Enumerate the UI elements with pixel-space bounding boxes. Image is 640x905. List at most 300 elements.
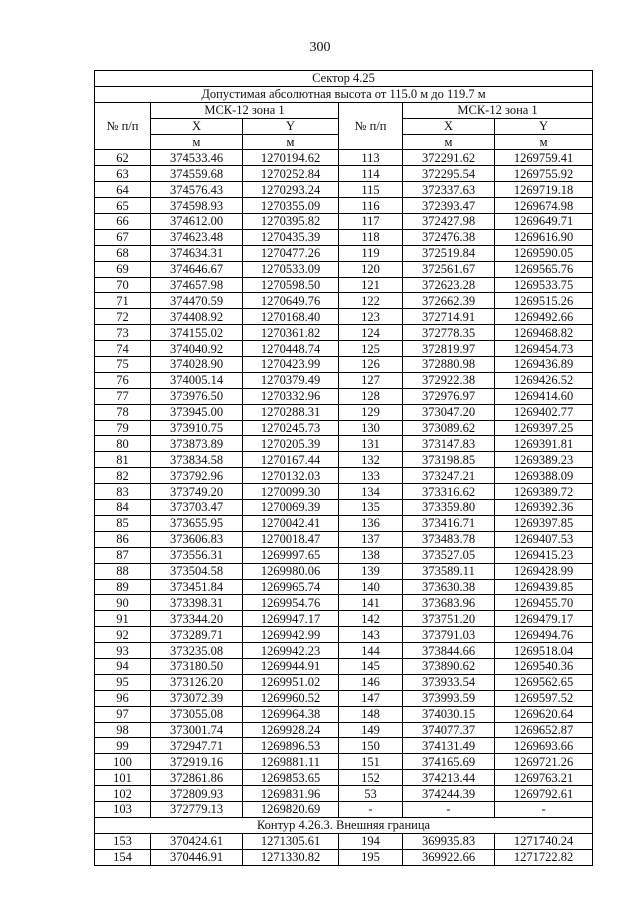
point-number: 115 [339, 182, 403, 198]
x-value: 374533.46 [151, 150, 243, 166]
point-number: 140 [339, 579, 403, 595]
y-value: 1270018.47 [243, 531, 339, 547]
x-value: 373483.78 [403, 531, 495, 547]
table-row [95, 309, 593, 325]
y-value: 1270132.03 [243, 468, 339, 484]
point-number: 77 [95, 388, 151, 404]
x-value: 369922.66 [403, 849, 495, 865]
y-value: 1269755.92 [495, 166, 593, 182]
y-value: 1269540.36 [495, 658, 593, 674]
point-number: 75 [95, 357, 151, 373]
y-value: 1270355.09 [243, 198, 339, 214]
table-row [95, 388, 593, 404]
x-value: 370424.61 [151, 833, 243, 849]
x-value: 373316.62 [403, 484, 495, 500]
point-number: 153 [95, 833, 151, 849]
x-value: - [403, 801, 495, 817]
x-value: 372947.71 [151, 738, 243, 754]
table-row [95, 579, 593, 595]
x-value: 373606.83 [151, 531, 243, 547]
table-row [95, 372, 593, 388]
point-number: 71 [95, 293, 151, 309]
y-value: 1269402.77 [495, 404, 593, 420]
x-value: 373791.03 [403, 627, 495, 643]
x-value: 373945.00 [151, 404, 243, 420]
y-value: 1269951.02 [243, 674, 339, 690]
table-row [95, 786, 593, 802]
table-row [95, 261, 593, 277]
height-limit-row [95, 86, 593, 102]
y-value: 1269721.26 [495, 754, 593, 770]
point-number: 81 [95, 452, 151, 468]
y-value: 1269942.23 [243, 643, 339, 659]
x-value: 373749.20 [151, 484, 243, 500]
x-value: 374634.31 [151, 245, 243, 261]
y-value: 1269980.06 [243, 563, 339, 579]
point-number: 87 [95, 547, 151, 563]
point-number: 116 [339, 198, 403, 214]
y-value: 1269960.52 [243, 690, 339, 706]
y-value: - [495, 801, 593, 817]
point-number: 79 [95, 420, 151, 436]
y-value: 1269719.18 [495, 182, 593, 198]
point-number: 154 [95, 849, 151, 865]
x-value: 373527.05 [403, 547, 495, 563]
y-value: 1270448.74 [243, 341, 339, 357]
y-value: 1269616.90 [495, 229, 593, 245]
x-value: 373655.95 [151, 515, 243, 531]
point-number: 133 [339, 468, 403, 484]
x-value: 374030.15 [403, 706, 495, 722]
y-value: 1270042.41 [243, 515, 339, 531]
point-number: 137 [339, 531, 403, 547]
point-number: 150 [339, 738, 403, 754]
point-number: 89 [95, 579, 151, 595]
table-row [95, 690, 593, 706]
x-value: 372623.28 [403, 277, 495, 293]
point-number: 117 [339, 214, 403, 230]
x-value: 373993.59 [403, 690, 495, 706]
x-value: 372714.91 [403, 309, 495, 325]
y-value: 1269620.64 [495, 706, 593, 722]
x-value: 373359.80 [403, 500, 495, 516]
point-number: 80 [95, 436, 151, 452]
point-number: 118 [339, 229, 403, 245]
y-value: 1269392.36 [495, 500, 593, 516]
point-number: 120 [339, 261, 403, 277]
y-value: 1269407.53 [495, 531, 593, 547]
y-value: 1270069.39 [243, 500, 339, 516]
point-number: 63 [95, 166, 151, 182]
y-value: 1269389.72 [495, 484, 593, 500]
x-value: 374028.90 [151, 357, 243, 373]
x-value: 373047.20 [403, 404, 495, 420]
y-value: 1269896.53 [243, 738, 339, 754]
x-value: 372919.16 [151, 754, 243, 770]
point-number: 136 [339, 515, 403, 531]
point-number: 78 [95, 404, 151, 420]
y-value: 1269881.11 [243, 754, 339, 770]
x-value: 373844.66 [403, 643, 495, 659]
table-row [95, 166, 593, 182]
point-number: 146 [339, 674, 403, 690]
x-value: 372561.67 [403, 261, 495, 277]
x-value: 372778.35 [403, 325, 495, 341]
point-number: 97 [95, 706, 151, 722]
point-number: 99 [95, 738, 151, 754]
point-number: 74 [95, 341, 151, 357]
y-value: 1269391.81 [495, 436, 593, 452]
y-value: 1270649.76 [243, 293, 339, 309]
point-number: 69 [95, 261, 151, 277]
point-number: 148 [339, 706, 403, 722]
point-number: 67 [95, 229, 151, 245]
x-value: 372337.63 [403, 182, 495, 198]
table-row [95, 404, 593, 420]
x-value: 374005.14 [151, 372, 243, 388]
x-value: 373556.31 [151, 547, 243, 563]
x-header-left: X [151, 118, 243, 134]
page-number: 300 [309, 40, 331, 55]
x-value: 373683.96 [403, 595, 495, 611]
table-row [95, 643, 593, 659]
point-number: 64 [95, 182, 151, 198]
y-value: 1269397.25 [495, 420, 593, 436]
point-number: - [339, 801, 403, 817]
y-value: 1269597.52 [495, 690, 593, 706]
y-value: 1269518.04 [495, 643, 593, 659]
point-number: 62 [95, 150, 151, 166]
y-value: 1270477.26 [243, 245, 339, 261]
point-number: 100 [95, 754, 151, 770]
x-value: 374131.49 [403, 738, 495, 754]
x-value: 374646.67 [151, 261, 243, 277]
point-number: 132 [339, 452, 403, 468]
y-value: 1269763.21 [495, 770, 593, 786]
y-value: 1270423.99 [243, 357, 339, 373]
point-number: 66 [95, 214, 151, 230]
point-number: 126 [339, 357, 403, 373]
y-value: 1270361.82 [243, 325, 339, 341]
x-value: 373416.71 [403, 515, 495, 531]
table-row [95, 849, 593, 865]
point-number: 102 [95, 786, 151, 802]
table-row [95, 420, 593, 436]
num-header-right: № п/п [339, 102, 403, 150]
table-row [95, 484, 593, 500]
y-value: 1270395.82 [243, 214, 339, 230]
x-value: 374077.37 [403, 722, 495, 738]
y-unit-right: м [495, 134, 593, 150]
point-number: 145 [339, 658, 403, 674]
y-header-left: Y [243, 118, 339, 134]
x-value: 372476.38 [403, 229, 495, 245]
x-value: 373089.62 [403, 420, 495, 436]
point-number: 94 [95, 658, 151, 674]
point-number: 70 [95, 277, 151, 293]
table-row [95, 198, 593, 214]
x-value: 373235.08 [151, 643, 243, 659]
y-value: 1269414.60 [495, 388, 593, 404]
y-value: 1269479.17 [495, 611, 593, 627]
table-row [95, 595, 593, 611]
table-row [95, 674, 593, 690]
point-number: 53 [339, 786, 403, 802]
point-number: 152 [339, 770, 403, 786]
y-value: 1269820.69 [243, 801, 339, 817]
point-number: 119 [339, 245, 403, 261]
point-number: 130 [339, 420, 403, 436]
point-number: 129 [339, 404, 403, 420]
table-row [95, 770, 593, 786]
point-number: 195 [339, 849, 403, 865]
y-value: 1269436.89 [495, 357, 593, 373]
y-value: 1269388.09 [495, 468, 593, 484]
point-number: 83 [95, 484, 151, 500]
contour-title: Контур 4.26.3. Внешняя граница [95, 817, 593, 833]
x-value: 373289.71 [151, 627, 243, 643]
table-row [95, 436, 593, 452]
table-row [95, 722, 593, 738]
y-value: 1269515.26 [495, 293, 593, 309]
table-row [95, 182, 593, 198]
point-number: 98 [95, 722, 151, 738]
point-number: 85 [95, 515, 151, 531]
x-value: 373873.89 [151, 436, 243, 452]
x-value: 373890.62 [403, 658, 495, 674]
table-row [95, 325, 593, 341]
y-value: 1269562.65 [495, 674, 593, 690]
table-row [95, 229, 593, 245]
point-number: 125 [339, 341, 403, 357]
y-value: 1270598.50 [243, 277, 339, 293]
y-value: 1270379.49 [243, 372, 339, 388]
y-value: 1269947.17 [243, 611, 339, 627]
point-number: 93 [95, 643, 151, 659]
x-value: 373933.54 [403, 674, 495, 690]
table-row [95, 468, 593, 484]
y-value: 1269439.85 [495, 579, 593, 595]
table-row [95, 515, 593, 531]
y-value: 1270099.30 [243, 484, 339, 500]
x-value: 372809.93 [151, 786, 243, 802]
x-value: 373198.85 [403, 452, 495, 468]
x-header-right: X [403, 118, 495, 134]
x-value: 374470.59 [151, 293, 243, 309]
x-value: 372819.97 [403, 341, 495, 357]
x-value: 372779.13 [151, 801, 243, 817]
x-value: 374612.00 [151, 214, 243, 230]
table-row [95, 801, 593, 817]
x-value: 373910.75 [151, 420, 243, 436]
y-header-right: Y [495, 118, 593, 134]
x-value: 372519.84 [403, 245, 495, 261]
y-value: 1269928.24 [243, 722, 339, 738]
x-value: 370446.91 [151, 849, 243, 865]
y-value: 1269792.61 [495, 786, 593, 802]
point-number: 73 [95, 325, 151, 341]
point-number: 141 [339, 595, 403, 611]
point-number: 95 [95, 674, 151, 690]
y-value: 1270288.31 [243, 404, 339, 420]
point-number: 72 [95, 309, 151, 325]
table-row [95, 563, 593, 579]
point-number: 123 [339, 309, 403, 325]
contour-title-row [95, 817, 593, 833]
x-value: 373126.20 [151, 674, 243, 690]
x-value: 374408.92 [151, 309, 243, 325]
x-unit-right: м [403, 134, 495, 150]
table-row [95, 500, 593, 516]
y-value: 1269954.76 [243, 595, 339, 611]
point-number: 82 [95, 468, 151, 484]
x-value: 372295.54 [403, 166, 495, 182]
point-number: 86 [95, 531, 151, 547]
point-number: 143 [339, 627, 403, 643]
x-value: 373344.20 [151, 611, 243, 627]
x-value: 373072.39 [151, 690, 243, 706]
y-value: 1269455.70 [495, 595, 593, 611]
x-unit-left: м [151, 134, 243, 150]
y-value: 1269853.65 [243, 770, 339, 786]
sector-title-row [95, 71, 593, 87]
x-value: 372922.38 [403, 372, 495, 388]
point-number: 139 [339, 563, 403, 579]
table-row [95, 293, 593, 309]
y-value: 1269397.85 [495, 515, 593, 531]
table-row [95, 531, 593, 547]
x-value: 373751.20 [403, 611, 495, 627]
point-number: 131 [339, 436, 403, 452]
point-number: 103 [95, 801, 151, 817]
point-number: 91 [95, 611, 151, 627]
y-value: 1270332.96 [243, 388, 339, 404]
y-value: 1270168.40 [243, 309, 339, 325]
x-value: 374598.93 [151, 198, 243, 214]
point-number: 142 [339, 611, 403, 627]
y-value: 1270533.09 [243, 261, 339, 277]
x-value: 372861.86 [151, 770, 243, 786]
x-value: 373589.11 [403, 563, 495, 579]
table-row [95, 738, 593, 754]
point-number: 151 [339, 754, 403, 770]
table-row [95, 611, 593, 627]
x-value: 372291.62 [403, 150, 495, 166]
x-value: 374559.68 [151, 166, 243, 182]
y-value: 1269759.41 [495, 150, 593, 166]
point-number: 138 [339, 547, 403, 563]
y-value: 1269426.52 [495, 372, 593, 388]
x-value: 373398.31 [151, 595, 243, 611]
point-number: 101 [95, 770, 151, 786]
table-row [95, 658, 593, 674]
y-value: 1270167.44 [243, 452, 339, 468]
header-row-crs [95, 102, 593, 118]
point-number: 88 [95, 563, 151, 579]
y-value: 1269674.98 [495, 198, 593, 214]
point-number: 90 [95, 595, 151, 611]
x-value: 374657.98 [151, 277, 243, 293]
y-value: 1270194.62 [243, 150, 339, 166]
x-value: 373834.58 [151, 452, 243, 468]
x-value: 374165.69 [403, 754, 495, 770]
x-value: 373792.96 [151, 468, 243, 484]
point-number: 134 [339, 484, 403, 500]
num-header-left: № п/п [95, 102, 151, 150]
table-row [95, 706, 593, 722]
table-row [95, 341, 593, 357]
x-value: 373504.58 [151, 563, 243, 579]
point-number: 113 [339, 150, 403, 166]
x-value: 373180.50 [151, 658, 243, 674]
x-value: 372427.98 [403, 214, 495, 230]
y-value: 1269964.38 [243, 706, 339, 722]
y-value: 1271330.82 [243, 849, 339, 865]
point-number: 68 [95, 245, 151, 261]
point-number: 65 [95, 198, 151, 214]
x-value: 372662.39 [403, 293, 495, 309]
x-value: 373451.84 [151, 579, 243, 595]
y-value: 1270205.39 [243, 436, 339, 452]
y-value: 1269428.99 [495, 563, 593, 579]
table-row [95, 150, 593, 166]
point-number: 135 [339, 500, 403, 516]
table-row [95, 833, 593, 849]
y-value: 1271305.61 [243, 833, 339, 849]
x-value: 374576.43 [151, 182, 243, 198]
y-unit-left: м [243, 134, 339, 150]
x-value: 374244.39 [403, 786, 495, 802]
table-row [95, 627, 593, 643]
x-value: 372976.97 [403, 388, 495, 404]
point-number: 127 [339, 372, 403, 388]
point-number: 144 [339, 643, 403, 659]
y-value: 1269831.96 [243, 786, 339, 802]
point-number: 114 [339, 166, 403, 182]
y-value: 1270245.73 [243, 420, 339, 436]
y-value: 1269965.74 [243, 579, 339, 595]
point-number: 128 [339, 388, 403, 404]
point-number: 147 [339, 690, 403, 706]
table-row [95, 277, 593, 293]
y-value: 1269492.66 [495, 309, 593, 325]
point-number: 149 [339, 722, 403, 738]
x-value: 373001.74 [151, 722, 243, 738]
y-value: 1269590.05 [495, 245, 593, 261]
x-value: 374155.02 [151, 325, 243, 341]
point-number: 96 [95, 690, 151, 706]
point-number: 194 [339, 833, 403, 849]
x-value: 373055.08 [151, 706, 243, 722]
crs-header-left: МСК-12 зона 1 [151, 102, 339, 118]
point-number: 84 [95, 500, 151, 516]
point-number: 121 [339, 277, 403, 293]
x-value: 373976.50 [151, 388, 243, 404]
sector-title: Сектор 4.25 [95, 71, 593, 87]
y-value: 1269454.73 [495, 341, 593, 357]
y-value: 1269944.91 [243, 658, 339, 674]
y-value: 1269533.75 [495, 277, 593, 293]
x-value: 373147.83 [403, 436, 495, 452]
x-value: 373703.47 [151, 500, 243, 516]
y-value: 1271740.24 [495, 833, 593, 849]
y-value: 1269468.82 [495, 325, 593, 341]
x-value: 372393.47 [403, 198, 495, 214]
table-row [95, 214, 593, 230]
x-value: 374040.92 [151, 341, 243, 357]
table-row [95, 452, 593, 468]
y-value: 1271722.82 [495, 849, 593, 865]
